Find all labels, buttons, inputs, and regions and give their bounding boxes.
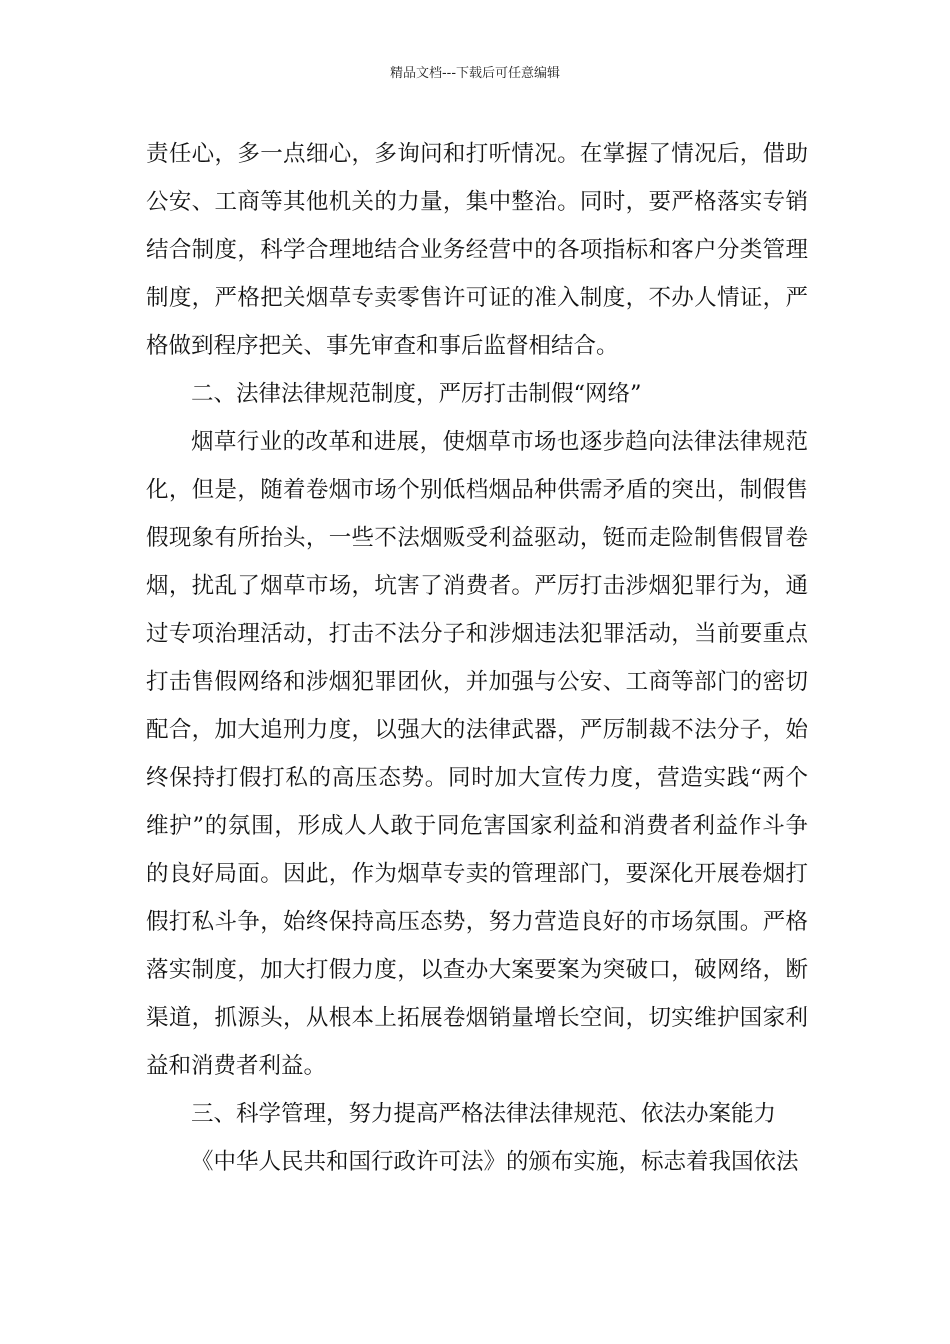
page-header: 精品文档---下载后可任意编辑 <box>389 66 561 81</box>
document-body <box>146 130 808 1186</box>
paragraph-section-2: 烟草行业的改革和进展，使烟草市场也逐步趋向法律法律规范化，但是，随着卷烟市场个别低档烟品种供需矛盾的突出，制假售假现象有所抬头，一些不法烟贩受利益驱动，铤而走险制售假冒卷烟，扰乱了烟草市场，坑害了消费者。严厉打击涉烟犯罪行为，通过专项治理活动，打击不法分子和涉烟违法犯罪活动，当前要重点打击售假网络和涉烟犯罪团伙，并加强与公安、工商等部门的密切配合，加大追刑力度，以强大的法律武器，严厉制裁不法分子，始终保持打假打私的高压态势。同时加大宣传力度，营造实践“两个维护”的氛围，形成人人敢于同危害国家利益和消费者利益作斗争的良好局面。因此，作为烟草专卖的管理部门，要深化开展卷烟打假打私斗争，始终保持高压态势，努力营造良好的市场氛围。严格落实制度，加大打假力度，以查办大案要案为突破口，破网络，断渠道，抓源头，从根本上拓展卷烟销量增长空间，切实维护国家利益和消费者利益。 <box>146 429 808 1079</box>
section-heading-3: 三、科学管理，努力提高严格法律法律规范、依法办案能力 <box>191 1101 777 1127</box>
paragraph-continuation: 责任心，多一点细心，多询问和打听情况。在掌握了情况后，借助公安、工商等其他机关的力量，集中整治。同时，要严格落实专销结合制度，科学合理地结合业务经营中的各项指标和客户分类管理制度，严格把关烟草专卖零售许可证的准入制度，不办人情证，严格做到程序把关、事先审查和事后监督相结合。 <box>146 141 808 359</box>
section-heading-2: 二、法律法律规范制度，严厉打击制假“网络” <box>191 381 642 407</box>
paragraph-section-3: 《中华人民共和国行政许可法》的颁布实施，标志着我国依法 <box>191 1149 799 1175</box>
